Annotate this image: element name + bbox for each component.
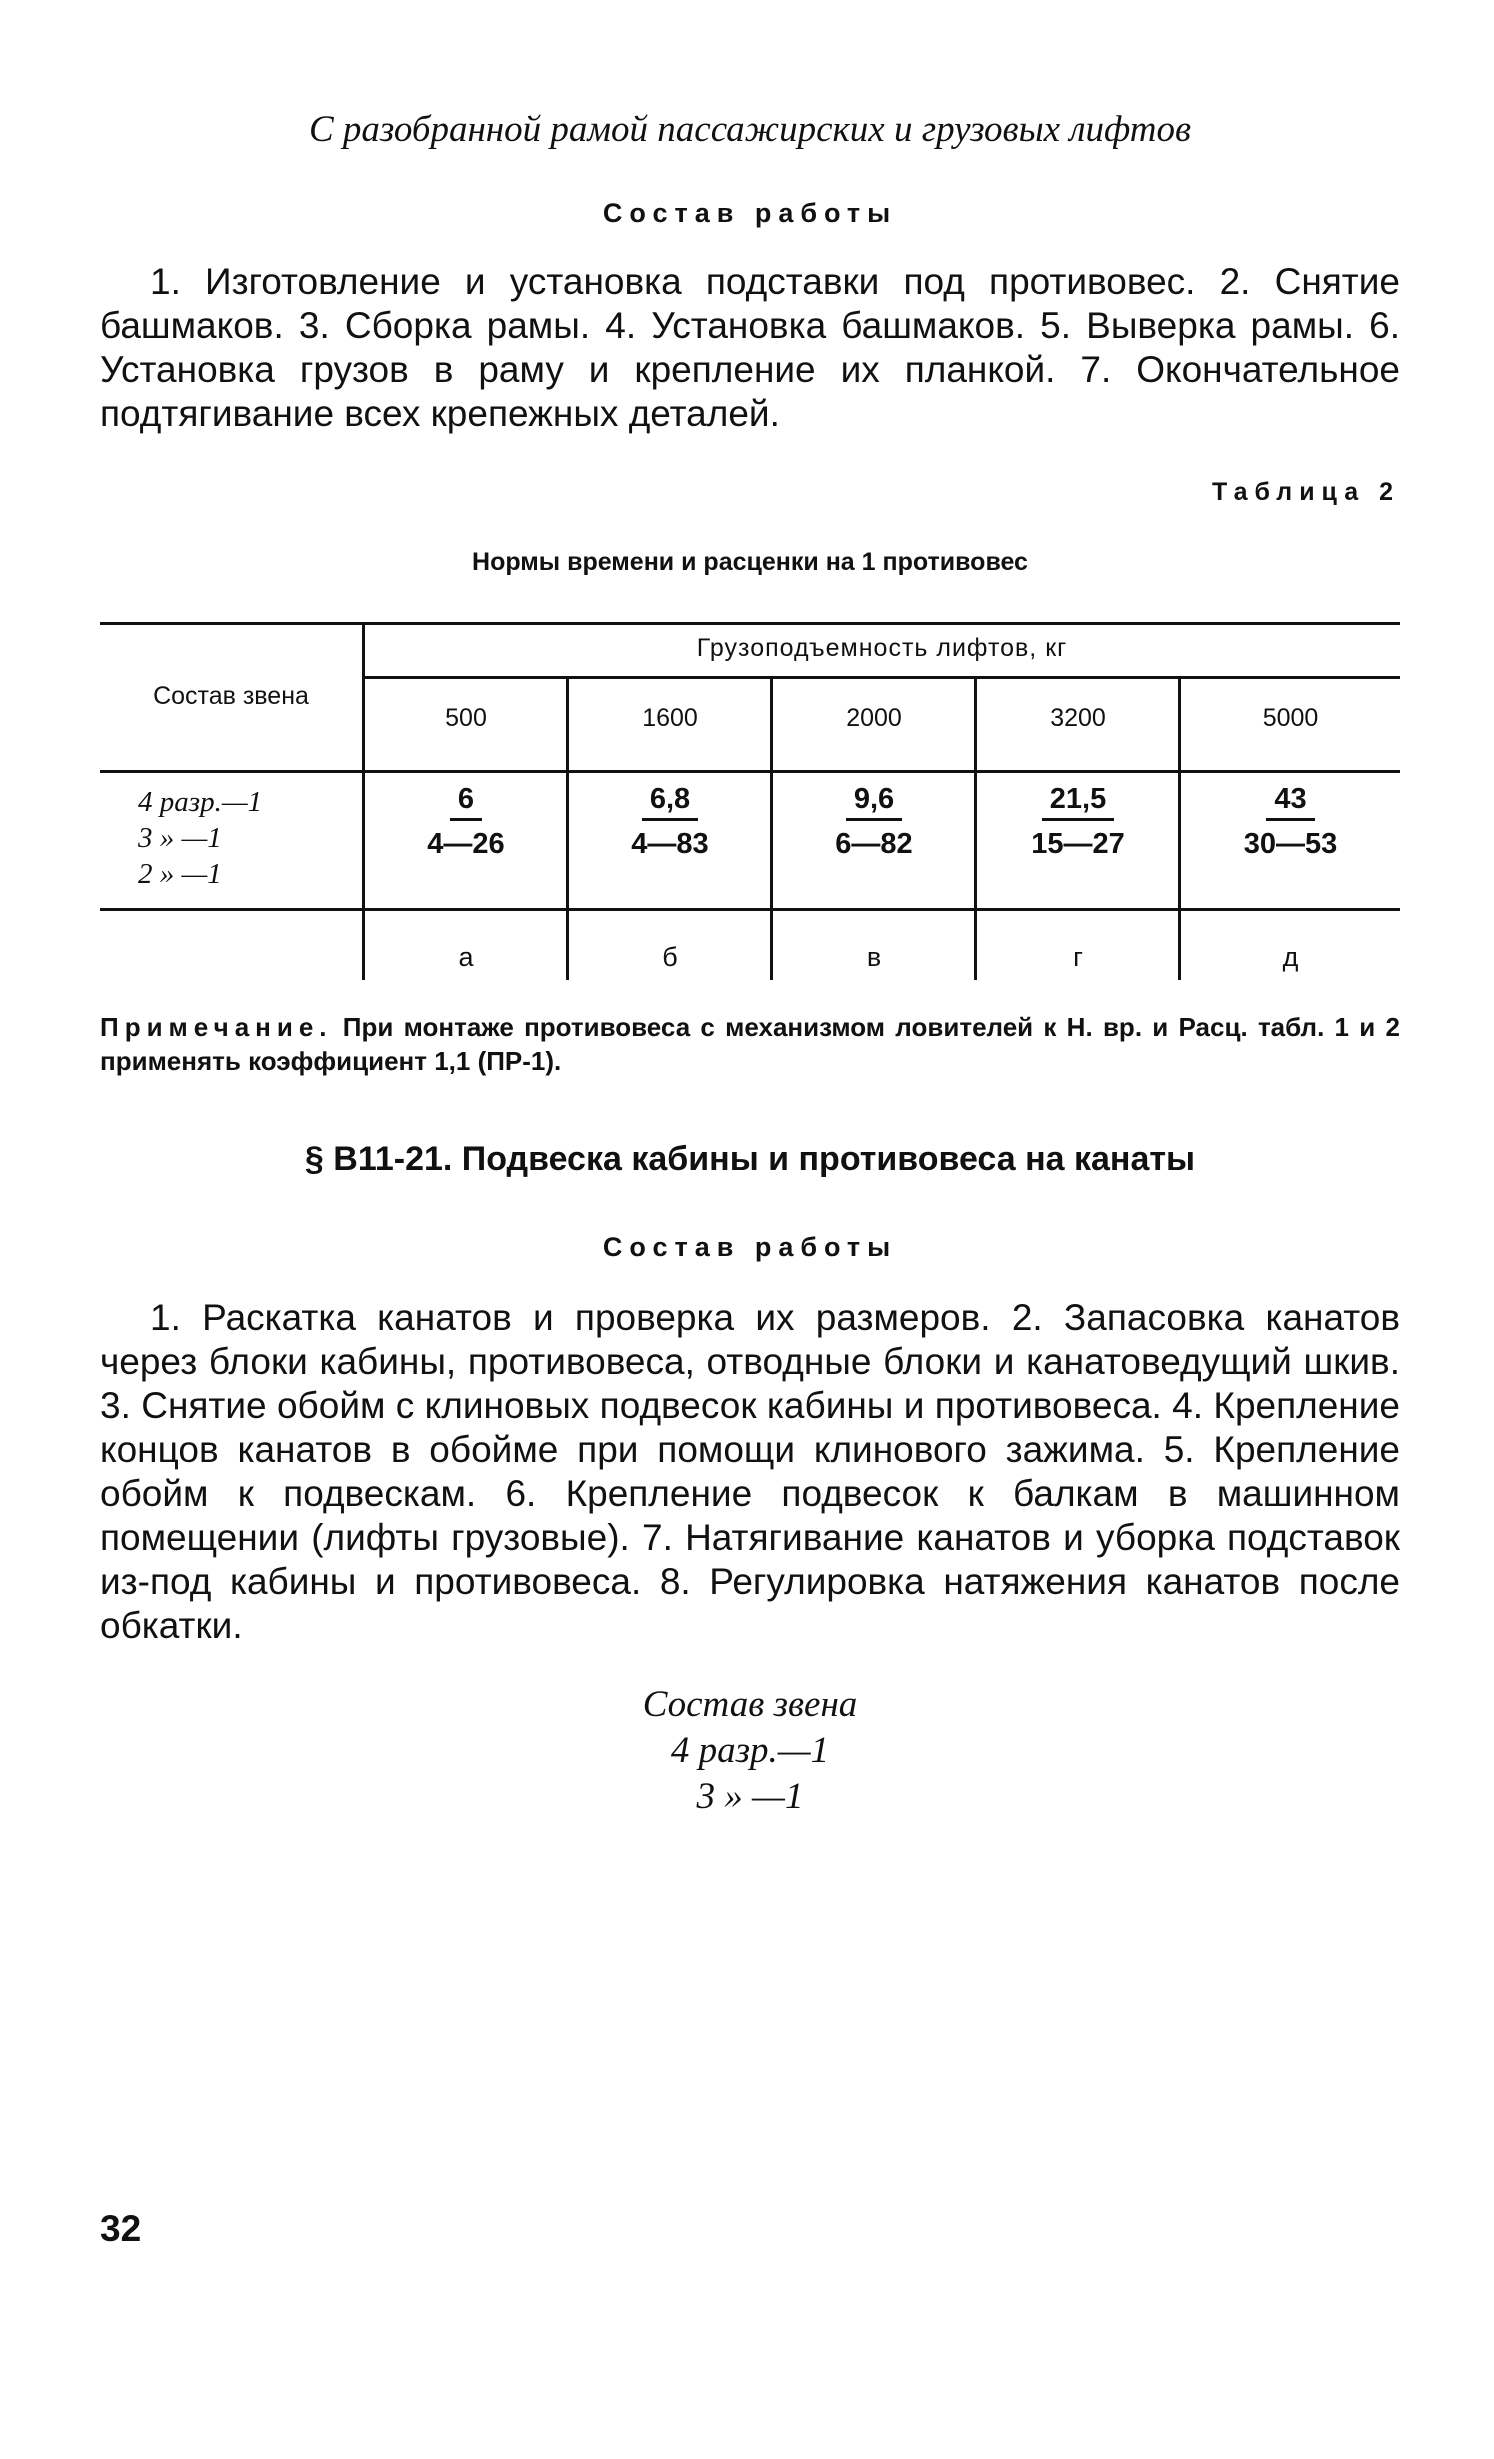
norm-rate-cell <box>365 782 567 863</box>
norm-rate-cell <box>1181 782 1400 863</box>
rate: 6—82 <box>835 828 913 860</box>
work-text-2: 1. Раскатка канатов и проверка их размеров. 2. Запасовка канатов через блоки кабины, противовеса, отводные блоки и канатоведущий шкив. 3. Снятие обойм с клиновых подвесок кабины и противовеса. 4. Крепление концов канатов в обойме при помощи клинового зажима. 5. Крепление обойм к подвескам. 6. Крепление подвесок к балкам в машинном помещении (лифты грузовые). 7. Натягивание канатов и уборка подставок из-под кабины и противовеса. 8. Регулировка натяжения канатов после обкатки. <box>100 1297 1400 1646</box>
rate: 4—83 <box>631 828 709 860</box>
work-heading-1: Состав работы <box>602 198 898 228</box>
crew-line: 3 » —1 <box>138 822 222 854</box>
column-header: 2000 <box>846 704 902 732</box>
norm-rate-cell <box>977 782 1179 863</box>
table-note <box>100 1010 1400 1078</box>
column-header: 3200 <box>1050 704 1106 732</box>
column-letter: г <box>1073 942 1083 972</box>
table-top-rule <box>100 622 1400 625</box>
column-header: 1600 <box>642 704 698 732</box>
work-text-1: 1. Изготовление и установка подставки под противовес. 2. Снятие башмаков. 3. Сборка рамы. 4. Установка башмаков. 5. Выверка рамы. 6. Установка грузов в раму и крепление их планкой. 7. Окончательное подтягивание всех крепежных деталей. <box>100 261 1400 434</box>
crew-block-title: Состав звена <box>642 1684 858 1725</box>
rate: 4—26 <box>427 828 505 860</box>
column-letter: а <box>458 942 474 972</box>
time-norm: 6 <box>450 782 482 821</box>
header-split-rule <box>362 676 1400 679</box>
column-header: 5000 <box>1262 704 1319 732</box>
section-title: § В11-21. Подвеска кабины и противовеса на канаты <box>304 1140 1196 1178</box>
page-number: 32 <box>100 2208 142 2249</box>
norms-table <box>100 622 1400 980</box>
column-letter: б <box>662 942 678 972</box>
rate: 15—27 <box>1031 828 1125 860</box>
norm-rate-cell <box>569 782 771 863</box>
body-bottom-rule <box>100 908 1400 911</box>
column-letter: д <box>1282 942 1299 972</box>
norm-rate-cell <box>773 782 975 863</box>
time-norm: 43 <box>1266 782 1314 821</box>
work-heading-2: Состав работы <box>602 1232 898 1262</box>
crew-composition <box>138 784 262 892</box>
time-norm: 9,6 <box>846 782 902 821</box>
time-norm: 6,8 <box>642 782 698 821</box>
subtitle: С разобранной рамой пассажирских и грузовых лифтов <box>308 109 1192 150</box>
column-letter: в <box>866 942 882 972</box>
column-header: 500 <box>445 704 487 732</box>
crew-block <box>100 1682 1400 1820</box>
header-bottom-rule <box>100 770 1400 773</box>
table-title: Нормы времени и расценки на 1 противовес <box>472 548 1028 576</box>
crew-line: 2 » —1 <box>138 858 222 890</box>
capacity-header: Грузоподъемность лифтов, кг <box>696 634 1068 662</box>
crew-block-line: 3 » —1 <box>696 1776 804 1817</box>
rate: 30—53 <box>1243 828 1338 860</box>
table-label: Таблица 2 <box>1211 478 1400 506</box>
time-norm: 21,5 <box>1042 782 1114 821</box>
note-lead: Примечание. <box>100 1012 333 1042</box>
crew-header: Состав звена <box>153 682 309 710</box>
crew-line: 4 разр.—1 <box>138 786 263 818</box>
crew-block-line: 4 разр.—1 <box>670 1730 830 1771</box>
note-text: При монтаже противовеса с механизмом ловителей к Н. вр. и Расц. табл. 1 и 2 применять коэффициент 1,1 (ПР-1). <box>100 1012 1400 1076</box>
